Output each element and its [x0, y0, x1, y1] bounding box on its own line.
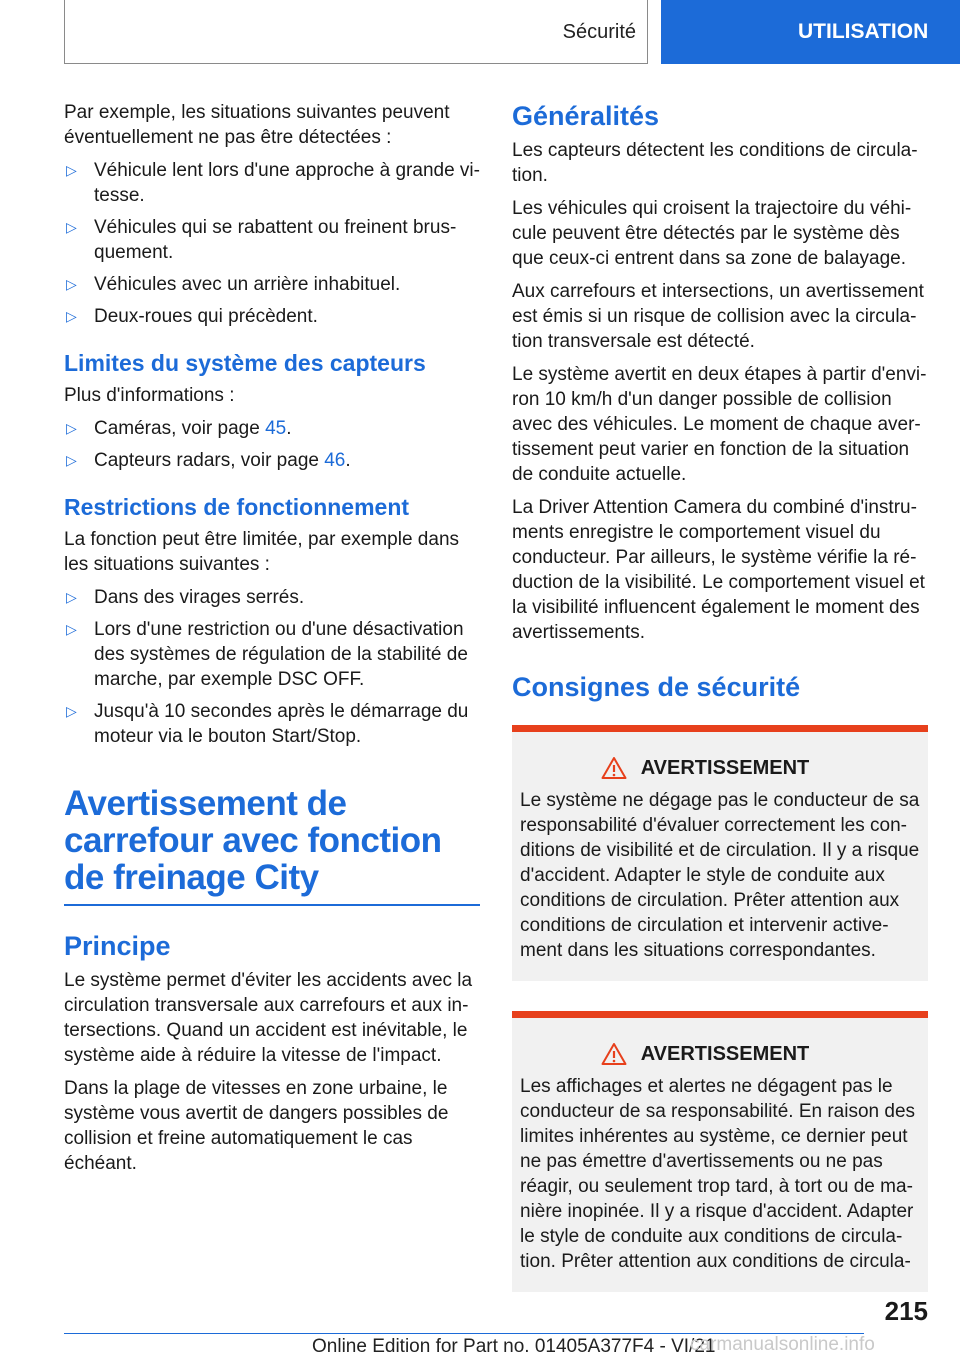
warning-box	[512, 1011, 928, 1292]
chapter-heading: Avertissement de carrefour avec fonction de freinage City	[64, 784, 442, 897]
warning-text: Le système ne dégage pas le conducteur de sa responsabilité d'évaluer correctement les conditions de visibilité et de circulation. Il y a risque d'accident. Adapter le style de conduite aux conditions de circulation. Prêter attention aux conditions de circulation et intervenir activement dans les situations correspondantes.	[520, 790, 920, 961]
warning-title: AVERTISSEMENT	[490, 756, 920, 780]
header-chapter-tab: UTILISATION	[661, 0, 960, 64]
footer-edition: Online Edition for Part no. 01405A377F4 - VI/21	[312, 1336, 716, 1357]
consignes-heading: Consignes de sécurité	[512, 672, 801, 702]
header-section-title: Sécurité	[562, 20, 636, 43]
generalites-paragraph-3: Aux carrefours et intersections, un avertissement est émis si un risque de collision avec la circulation transversale est détecté.	[512, 281, 924, 352]
list-item: ▷ Dans des virages serrés.	[66, 587, 305, 608]
triangle-bullet-icon: ▷	[66, 621, 77, 637]
limits-heading: Limites du système des capteurs	[64, 350, 426, 376]
intro-paragraph: Par exemple, les situations suivantes peuvent éventuellement ne pas être détectées :	[64, 102, 450, 148]
principe-heading: Principe	[64, 931, 171, 961]
limits-list	[64, 416, 480, 473]
limits-text: Plus d'informations :	[64, 385, 235, 406]
warning-triangle-icon	[601, 1042, 627, 1066]
warning-box	[512, 725, 928, 981]
triangle-bullet-icon: ▷	[66, 589, 77, 605]
list-item: ▷ Deux-roues qui précèdent.	[66, 306, 318, 327]
triangle-bullet-icon: ▷	[66, 308, 77, 324]
warning-title: AVERTISSEMENT	[490, 1042, 920, 1066]
watermark: carmanualsonline.info	[690, 1334, 875, 1355]
restrictions-heading: Restrictions de fonctionnement	[64, 494, 410, 520]
list-item: ▷ Jusqu'à 10 secondes après le démarrage du moteur via le bouton Start/Stop.	[66, 701, 469, 747]
list-item: ▷ Véhicule lent lors d'une approche à grande vitesse.	[66, 160, 480, 206]
principe-paragraph-1: Le système permet d'éviter les accidents avec la circulation transversale aux carrefours et aux intersections. Quand un accident est inévitable, le système aide à réduire la vitesse de l'impact.	[64, 970, 473, 1066]
list-item: ▷ Véhicules qui se rabattent ou freinent brusquement.	[66, 217, 457, 263]
page-link-46[interactable]: 46	[324, 450, 346, 471]
principe-paragraph-2: Dans la plage de vitesses en zone urbaine, le système vous avertit de dangers possibles de collision et freine automatiquement le cas échéant.	[64, 1078, 449, 1174]
restrictions-text: La fonction peut être limitée, par exemple dans les situations suivantes :	[64, 529, 460, 575]
list-item: ▷ Caméras, voir page 45.	[66, 418, 292, 439]
heading-divider	[64, 904, 480, 906]
triangle-bullet-icon: ▷	[66, 703, 77, 719]
list-item: ▷ Véhicules avec un arrière inhabituel.	[66, 274, 401, 295]
warning-text: Les affichages et alertes ne dégagent pas le conducteur de sa responsabilité. En raison des limites inhérentes au système, ce dernier peut ne pas émettre d'avertissements ou ne pas réagir, ou seulement trop tard, à tort ou de manière inopinée. Il y a risque d'accident. Adapter le style de conduite aux conditions de circulation. Prêter attention aux conditions de circula-	[520, 1076, 916, 1272]
right-column	[512, 100, 928, 1292]
list-item: ▷ Capteurs radars, voir page 46.	[66, 450, 351, 471]
triangle-bullet-icon: ▷	[66, 162, 77, 178]
restrictions-list	[64, 585, 480, 749]
left-column	[64, 100, 480, 1184]
page-link-45[interactable]: 45	[265, 418, 287, 439]
triangle-bullet-icon: ▷	[66, 452, 77, 468]
triangle-bullet-icon: ▷	[66, 219, 77, 235]
list-item: ▷ Lors d'une restriction ou d'une désactivation des systèmes de régulation de la stabilité de marche, par exemple DSC OFF.	[66, 619, 468, 690]
warning-triangle-icon	[601, 756, 627, 780]
generalites-paragraph-1: Les capteurs détectent les conditions de circulation.	[512, 140, 918, 186]
triangle-bullet-icon: ▷	[66, 276, 77, 292]
generalites-paragraph-4: Le système avertit en deux étapes à partir d'environ 10 km/h d'un danger possible de collision avec des véhicules. Le moment de chaque avertissement peut varier en fonction de la situation de conduite actuelle.	[512, 364, 927, 485]
triangle-bullet-icon: ▷	[66, 420, 77, 436]
generalites-heading: Généralités	[512, 101, 660, 131]
generalites-paragraph-5: La Driver Attention Camera du combiné d'instruments enregistre le comportement visuel du conducteur. Par ailleurs, le système vérifie la réduction de la visibilité. Le comportement visuel et la visibilité influencent également le moment des avertissements.	[512, 497, 925, 643]
generalites-paragraph-2: Les véhicules qui croisent la trajectoire du véhicule peuvent être détectés par le système dès que ceux-ci entrent dans sa zone de balayage.	[512, 198, 912, 269]
page-number: 215	[884, 1296, 928, 1326]
intro-list	[64, 158, 480, 329]
